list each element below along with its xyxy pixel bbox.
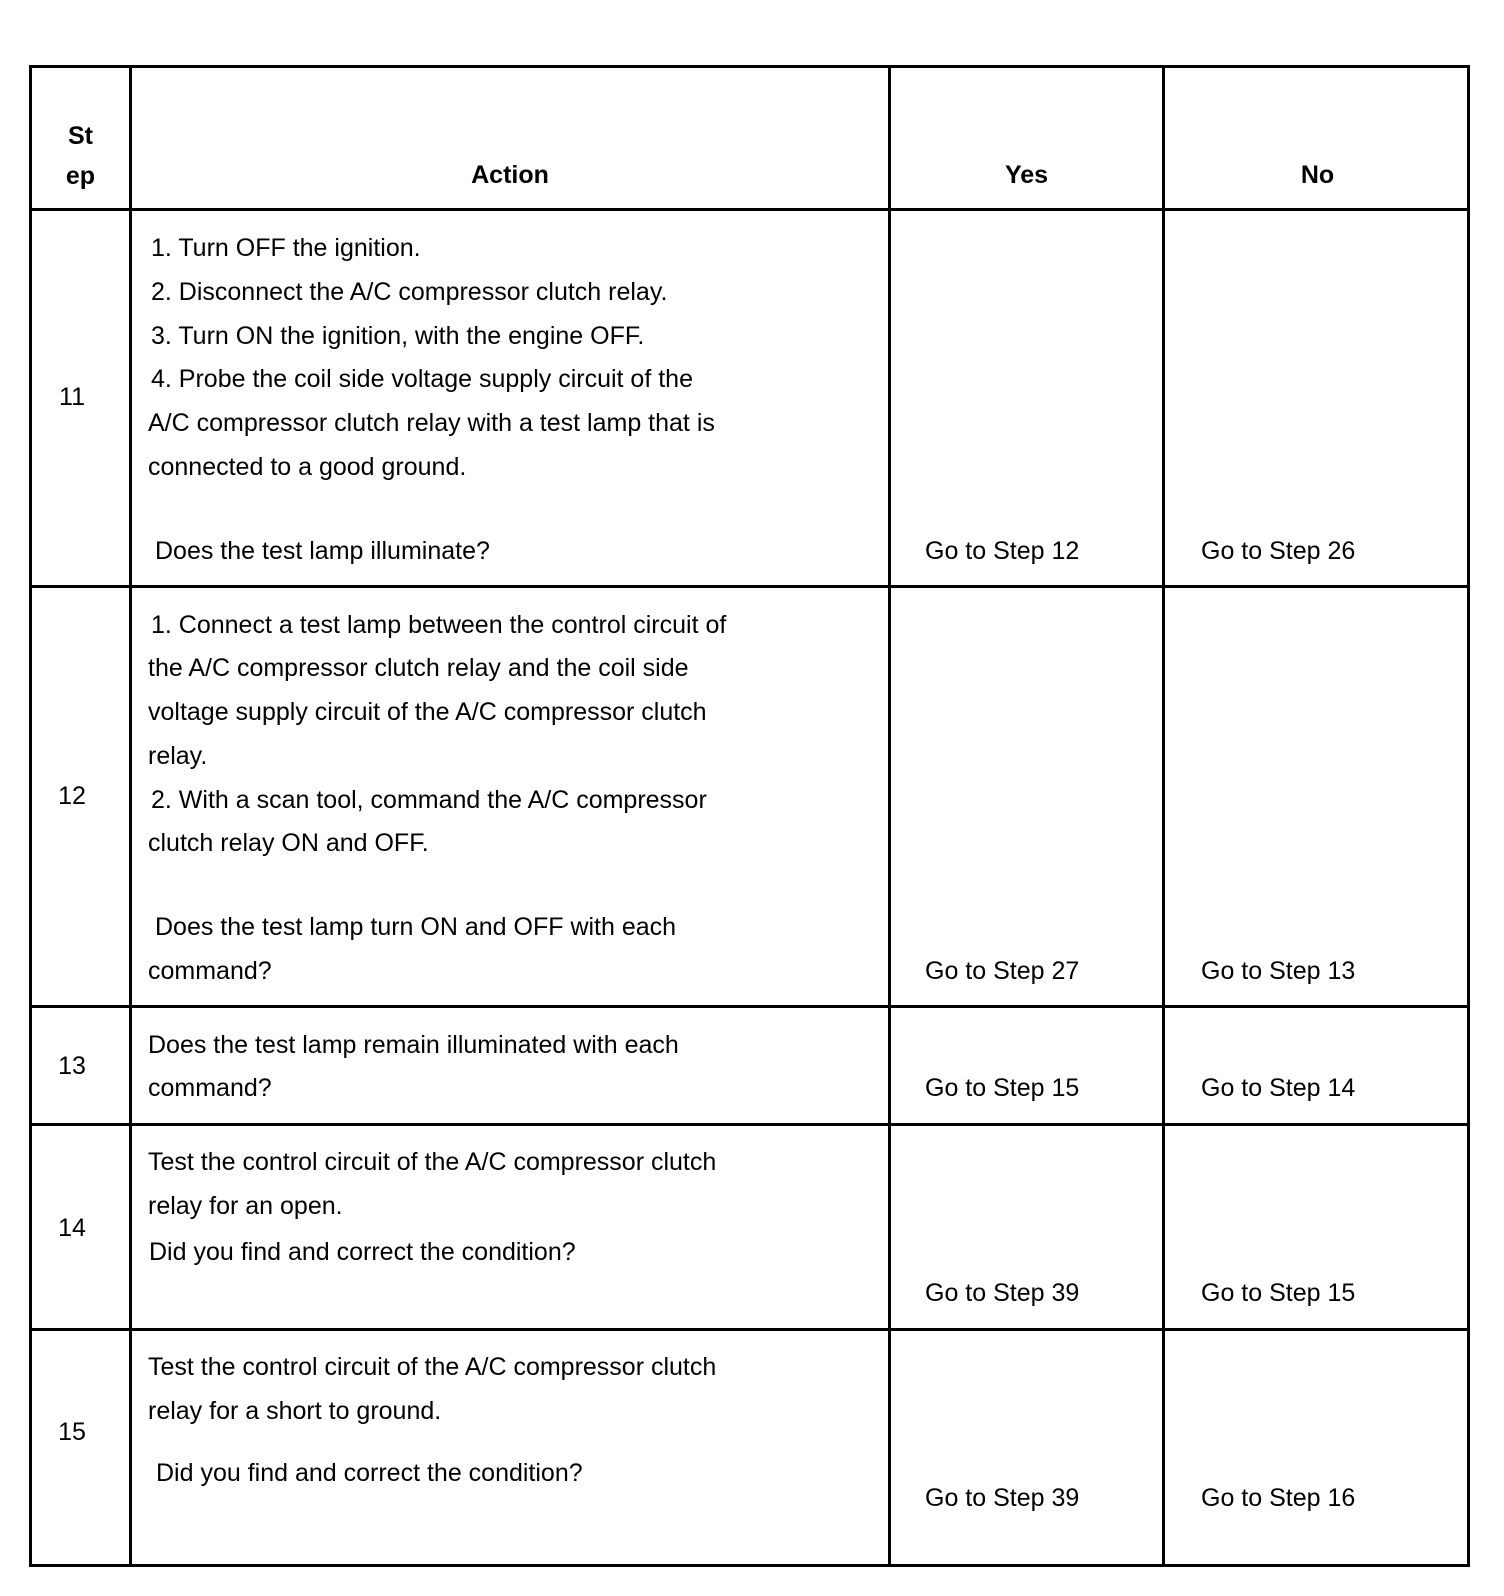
action-line: Does the test lamp remain illuminated with each <box>148 1031 679 1059</box>
action-question: Does the test lamp illuminate? <box>155 537 490 565</box>
header-step-line2: ep <box>65 162 96 190</box>
no-result: Go to Step 13 <box>1201 957 1356 985</box>
no-result: Go to Step 26 <box>1201 537 1356 565</box>
step-number: 11 <box>59 383 85 411</box>
action-line: 4. Probe the coil side voltage supply circuit of the <box>151 365 693 393</box>
action-line: 2. Disconnect the A/C compressor clutch relay. <box>151 278 668 306</box>
action-question: Does the test lamp turn ON and OFF with each <box>155 913 677 941</box>
action-line: the A/C compressor clutch relay and the coil side <box>148 654 689 682</box>
action-line: connected to a good ground. <box>148 453 467 481</box>
action-line: command? <box>148 1074 272 1102</box>
column-divider <box>1162 68 1165 1564</box>
action-line: Test the control circuit of the A/C compressor clutch <box>148 1148 717 1176</box>
action-line: 1. Connect a test lamp between the control circuit of <box>151 611 727 639</box>
action-line: Test the control circuit of the A/C compressor clutch <box>148 1353 717 1381</box>
header-no: No <box>1300 161 1335 189</box>
yes-result: Go to Step 15 <box>925 1074 1080 1102</box>
row-divider <box>32 1328 1467 1331</box>
action-line: voltage supply circuit of the A/C compressor clutch <box>148 698 707 726</box>
action-line: relay for an open. <box>148 1192 343 1220</box>
step-number: 14 <box>58 1214 86 1242</box>
action-line: 3. Turn ON the ignition, with the engine OFF. <box>151 322 645 350</box>
step-number: 13 <box>58 1052 86 1080</box>
header-step-line1: St <box>68 122 93 150</box>
yes-result: Go to Step 27 <box>925 957 1080 985</box>
action-line: 2. With a scan tool, command the A/C compressor <box>151 786 707 814</box>
step-number: 15 <box>58 1418 86 1446</box>
action-question: command? <box>148 957 272 985</box>
no-result: Go to Step 15 <box>1201 1279 1356 1307</box>
action-question: Did you find and correct the condition? <box>156 1459 583 1487</box>
header-action: Action <box>471 161 549 189</box>
yes-result: Go to Step 39 <box>925 1279 1080 1307</box>
action-line: clutch relay ON and OFF. <box>148 829 429 857</box>
column-divider <box>129 68 132 1564</box>
action-question: Did you find and correct the condition? <box>149 1238 576 1266</box>
step-number: 12 <box>58 782 86 810</box>
row-divider <box>32 1005 1467 1008</box>
row-divider <box>32 208 1467 211</box>
row-divider <box>32 1123 1467 1126</box>
action-line: A/C compressor clutch relay with a test lamp that is <box>148 409 715 437</box>
no-result: Go to Step 16 <box>1201 1484 1356 1512</box>
action-line: relay for a short to ground. <box>148 1397 442 1425</box>
action-line: 1. Turn OFF the ignition. <box>151 234 421 262</box>
row-divider <box>32 585 1467 588</box>
yes-result: Go to Step 39 <box>925 1484 1080 1512</box>
no-result: Go to Step 14 <box>1201 1074 1356 1102</box>
diagnostic-table <box>29 65 1470 1567</box>
header-yes: Yes <box>1004 161 1049 189</box>
yes-result: Go to Step 12 <box>925 537 1080 565</box>
column-divider <box>888 68 891 1564</box>
action-line: relay. <box>148 742 208 770</box>
